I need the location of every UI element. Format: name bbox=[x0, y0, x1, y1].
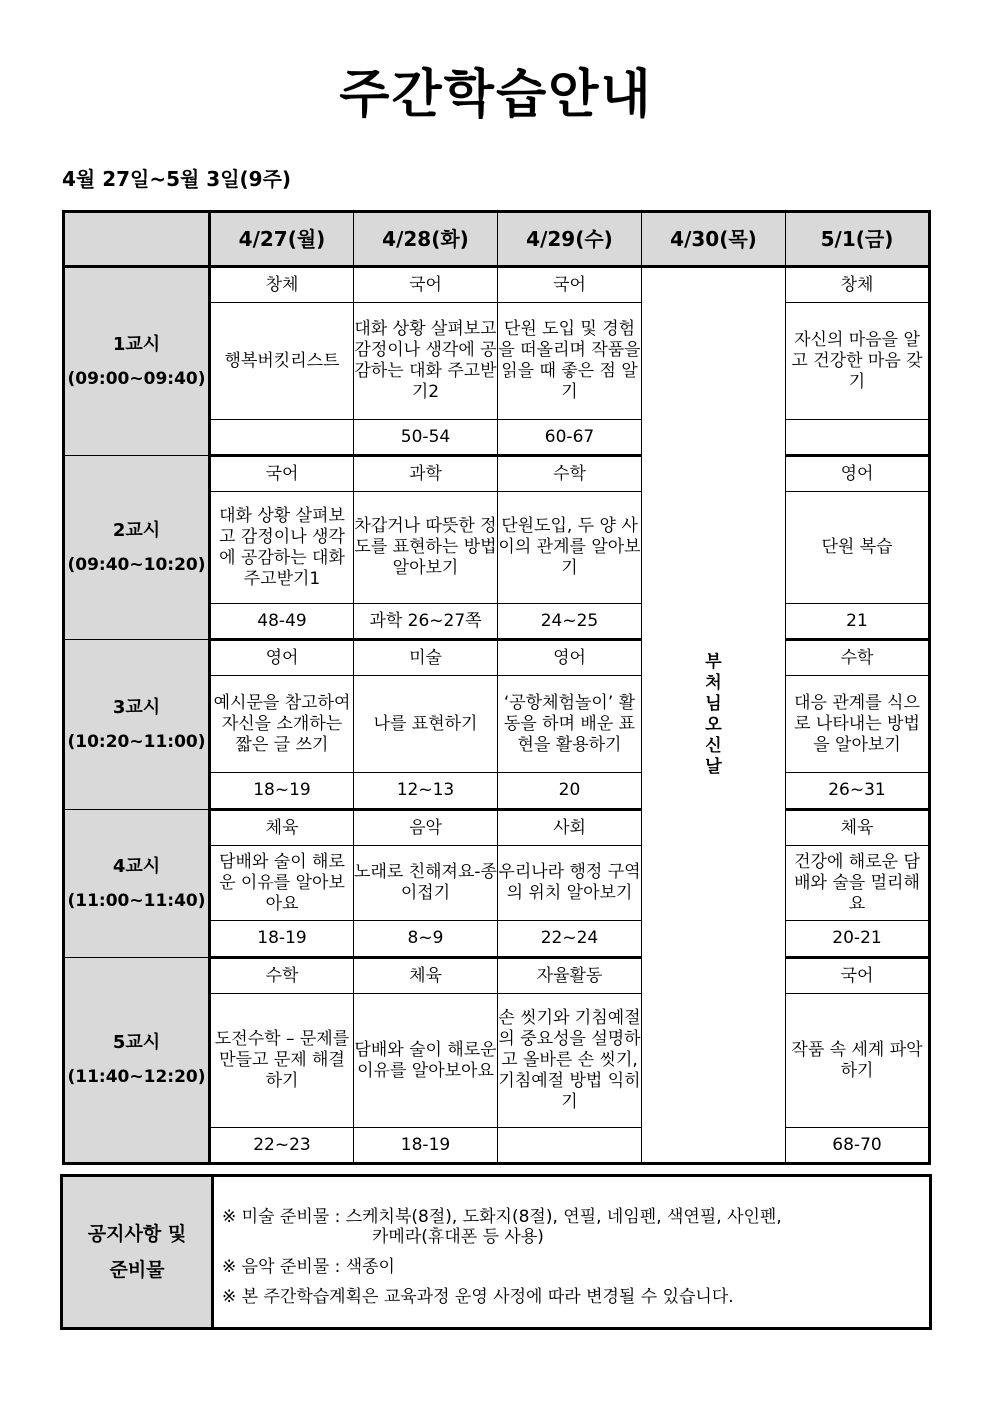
topic-cell: 예시문을 참고하여 자신을 소개하는 짧은 글 쓰기 bbox=[210, 676, 354, 773]
topic-cell: 담배와 술이 해로운 이유를 알아보아요 bbox=[354, 994, 498, 1128]
page-cell bbox=[210, 420, 354, 456]
topic-cell: 작품 속 세계 파악하기 bbox=[786, 994, 930, 1128]
page-cell: 22~23 bbox=[210, 1128, 354, 1164]
period-label: 4교시 (11:00~11:40) bbox=[64, 810, 210, 958]
table-row bbox=[64, 810, 930, 846]
subject-cell: 음악 bbox=[354, 810, 498, 846]
subject-cell: 과학 bbox=[354, 456, 498, 492]
notice-body bbox=[214, 1177, 929, 1327]
subject-cell: 수학 bbox=[210, 958, 354, 994]
page-cell bbox=[498, 1128, 642, 1164]
period-label: 5교시 (11:40~12:20) bbox=[64, 958, 210, 1164]
topic-cell: 손 씻기와 기침예절의 중요성을 설명하고 올바른 손 씻기, 기침예절 방법 익히기 bbox=[498, 994, 642, 1128]
page-cell: 48-49 bbox=[210, 604, 354, 640]
day-header-wed: 4/29(수) bbox=[498, 212, 642, 267]
header-corner bbox=[64, 212, 210, 267]
notice-disclaimer: ※ 본 주간학습계획은 교육과정 운영 사정에 따라 변경될 수 있습니다. bbox=[222, 1287, 734, 1307]
page-title: 주간학습안내 bbox=[339, 65, 653, 125]
day-header-thu: 4/30(목) bbox=[642, 212, 786, 267]
page-cell: 12~13 bbox=[354, 773, 498, 810]
subject-cell: 영어 bbox=[498, 640, 642, 676]
topic-cell: ‘공항체험놀이’ 활동을 하며 배운 표현을 활용하기 bbox=[498, 676, 642, 773]
subject-cell: 수학 bbox=[498, 456, 642, 492]
period-label: 2교시 (09:40~10:20) bbox=[64, 456, 210, 640]
table-row bbox=[64, 267, 930, 303]
topic-cell: 건강에 해로운 담배와 술을 멀리해요 bbox=[786, 846, 930, 921]
topic-cell: 우리나라 행정 구역의 위치 알아보기 bbox=[498, 846, 642, 921]
topic-cell: 단원 복습 bbox=[786, 492, 930, 604]
topic-cell: 대화 상황 살펴보고 감정이나 생각에 공감하는 대화 주고받기1 bbox=[210, 492, 354, 604]
topic-cell: 대화 상황 살펴보고 감정이나 생각에 공감하는 대화 주고받기2 bbox=[354, 303, 498, 420]
topic-cell: 대응 관계를 식으로 나타내는 방법을 알아보기 bbox=[786, 676, 930, 773]
table-row bbox=[64, 456, 930, 492]
page-cell: 60-67 bbox=[498, 420, 642, 456]
notice-music-supplies: ※ 음악 준비물 : 색종이 bbox=[222, 1257, 395, 1277]
topic-cell: 노래로 친해져요-종이접기 bbox=[354, 846, 498, 921]
subject-cell: 자율활동 bbox=[498, 958, 642, 994]
page-cell: 22~24 bbox=[498, 921, 642, 958]
topic-cell: 단원 도입 및 경험을 떠올리며 작품을 읽을 때 좋은 점 알기 bbox=[498, 303, 642, 420]
holiday-cell: 부 처 님 오 신 날 bbox=[642, 267, 786, 1164]
page-cell: 과학 26~27쪽 bbox=[354, 604, 498, 640]
day-header-fri: 5/1(금) bbox=[786, 212, 930, 267]
subject-cell: 국어 bbox=[786, 958, 930, 994]
topic-cell: 차갑거나 따뜻한 정도를 표현하는 방법 알아보기 bbox=[354, 492, 498, 604]
period-label: 1교시 (09:00~09:40) bbox=[64, 267, 210, 456]
period-label: 3교시 (10:20~11:00) bbox=[64, 640, 210, 810]
page-cell: 8~9 bbox=[354, 921, 498, 958]
subject-cell: 사회 bbox=[498, 810, 642, 846]
day-header-mon: 4/27(월) bbox=[210, 212, 354, 267]
page-cell: 50-54 bbox=[354, 420, 498, 456]
topic-cell: 단원도입, 두 양 사이의 관계를 알아보기 bbox=[498, 492, 642, 604]
page-cell: 68-70 bbox=[786, 1128, 930, 1164]
notice-label: 공지사항 및 준비물 bbox=[63, 1177, 214, 1327]
subject-cell: 체육 bbox=[786, 810, 930, 846]
page-cell: 20-21 bbox=[786, 921, 930, 958]
subject-cell: 창체 bbox=[786, 267, 930, 303]
subject-cell: 수학 bbox=[786, 640, 930, 676]
day-header-tue: 4/28(화) bbox=[354, 212, 498, 267]
table-header-row bbox=[64, 212, 930, 267]
subject-cell: 국어 bbox=[498, 267, 642, 303]
table-row bbox=[64, 640, 930, 676]
page-cell: 24~25 bbox=[498, 604, 642, 640]
subject-cell: 창체 bbox=[210, 267, 354, 303]
topic-cell: 나를 표현하기 bbox=[354, 676, 498, 773]
page-cell: 18~19 bbox=[210, 773, 354, 810]
subject-cell: 영어 bbox=[210, 640, 354, 676]
topic-cell: 담배와 술이 해로운 이유를 알아보아요 bbox=[210, 846, 354, 921]
notice-box bbox=[60, 1174, 932, 1330]
subject-cell: 체육 bbox=[210, 810, 354, 846]
subject-cell: 미술 bbox=[354, 640, 498, 676]
page-cell: 18-19 bbox=[210, 921, 354, 958]
subject-cell: 체육 bbox=[354, 958, 498, 994]
page-cell: 20 bbox=[498, 773, 642, 810]
page-cell: 21 bbox=[786, 604, 930, 640]
topic-cell: 도전수학 – 문제를 만들고 문제 해결하기 bbox=[210, 994, 354, 1128]
subject-cell: 국어 bbox=[354, 267, 498, 303]
page-cell: 26~31 bbox=[786, 773, 930, 810]
subject-cell: 국어 bbox=[210, 456, 354, 492]
week-range: 4월 27일~5월 3일(9주) bbox=[62, 167, 292, 191]
page-cell: 18-19 bbox=[354, 1128, 498, 1164]
notice-art-supplies: ※ 미술 준비물 : 스케치북(8절), 도화지(8절), 연필, 네임펜, 색연필, 사인펜, 카메라(휴대폰 등 사용) bbox=[222, 1207, 782, 1247]
table-row bbox=[64, 958, 930, 994]
page-cell bbox=[786, 420, 930, 456]
topic-cell: 자신의 마음을 알고 건강한 마음 갖기 bbox=[786, 303, 930, 420]
weekly-schedule-table bbox=[62, 210, 931, 1165]
topic-cell: 행복버킷리스트 bbox=[210, 303, 354, 420]
subject-cell: 영어 bbox=[786, 456, 930, 492]
